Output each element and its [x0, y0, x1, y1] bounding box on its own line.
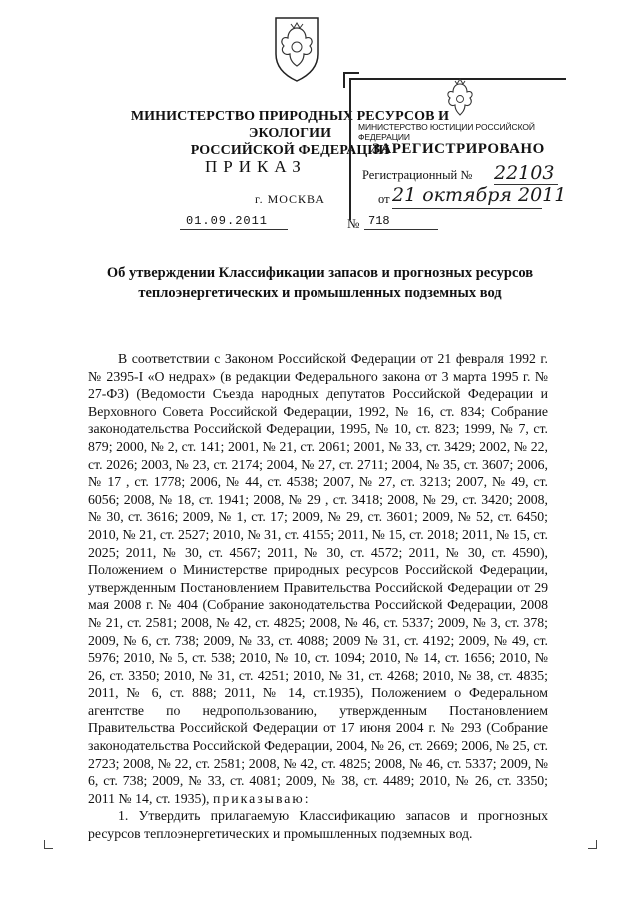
- number-underline: [364, 229, 438, 230]
- stamp-from-label: от: [378, 192, 390, 206]
- stamp-reg-label: Регистрационный №: [362, 168, 473, 182]
- coat-of-arms-icon: [270, 14, 324, 84]
- subject-line-2: теплоэнергетических и промышленных подземных вод: [138, 285, 502, 301]
- order-date: 01.09.2011: [186, 214, 269, 228]
- body-paragraph: [88, 350, 548, 807]
- ministry-line-2: РОССИЙСКОЙ ФЕДЕРАЦИИ: [190, 143, 390, 158]
- stamp-org: МИНИСТЕРСТВО ЮСТИЦИИ РОССИЙСКОЙ ФЕДЕРАЦИИ: [358, 122, 535, 142]
- preamble-text: В соответствии с Законом Российской Федерации от 21 февраля 1992 г. № 2395-I «О недрах» (в редакции Федерального закона от 3 марта 1995 г. № 27-ФЗ) (Ведомости Съезда народных депутатов Российской Федерации и Верховного Совета Российской Федерации, 1992, № 16, ст. 834; Собрание законодательства Российской Федерации, 1995, № 10, ст. 823; 1999, № 7, ст. 879; 2000, № 2, ст. 141; 2001, № 21, ст. 2061; 2001, № 33, ст. 3429; 2002, № 22, ст. 2026; 2003, № 23, ст. 2174; 2004, № 27, ст. 2711; 2004, № 35, ст. 3607; 2006, № 17 , ст. 1778; 2006, № 44, ст. 4538; 2007, № 27, ст. 3213; 2007, № 49, ст. 6056; 2008, № 18, ст. 1941; 2008, № 29 , ст. 3418; 2008, № 29, ст. 3420; 2008, № 30, ст. 3616; 2009, № 1, ст. 17; 2009, № 29, ст. 3601; 2009, № 52, ст. 6450; 2010, № 21, ст. 2527; 2010, № 31, ст. 4155; 2011, № 15, ст. 2018; 2011, № 15, ст. 2025; 2011, № 30, ст. 4567; 2011, № 30, ст. 4572; 2011, № 30, ст. 4590), Положением о Министерстве природных ресурсов Российской Федерации, утвержденным Постановлением Правительства Российской Федерации от 29 мая 2008 г. № 404 (Собрание законодательства Российской Федерации, 2008 № 21, ст. 2581; 2008, № 42, ст. 4825; 2008, № 46, ст. 5337; 2009, № 3, ст. 378; 2009, № 6, ст. 738; 2009, № 33, ст. 4088; 2009 № 31, ст. 4192; 2009, № 49, ст. 5976; 2010, № 5, ст. 538; 2010, № 10, ст. 1094; 2010, № 14, ст. 1656; 2010, № 26, ст. 3350; 2010, № 31, ст. 4251; 2010, № 31, ст. 4268; 2010, № 38, ст. 4835; 2011, № 6, ст. 888; 2011, № 14, ст.1935), Положением о Федеральном агентстве по недропользованию, утвержденным Постановлением Правительства Российской Федерации от 17 июня 2004 г. № 293 (Собрание законодательства Российской Федерации, 2004, № 26, ст. 2669; 2006, № 25, ст. 2723; 2008, № 22, ст. 2581; 2008, № 42, ст. 4825; 2008, № 46, ст. 5337; 2009, № 6, ст. 738; 2009, № 33, ст. 4081; 2009, № 38, ст. 4489; 2010, № 26, ст. 3350; 2011 № 14, ст. 1935),: [88, 351, 548, 806]
- document-type: ПРИКАЗ: [205, 157, 307, 176]
- subject-line-1: Об утверждении Классификации запасов и прогнозных ресурсов: [106, 265, 534, 281]
- stamp-date-underline: [392, 208, 542, 209]
- order-subject: [60, 263, 580, 303]
- order-item-1: 1. Утвердить прилагаемую Классификацию запасов и прогнозных ресурсов теплоэнергетических и промышленных подземных вод.: [88, 808, 548, 842]
- city: г. МОСКВА: [255, 192, 325, 206]
- stamp-registered: ЗАРЕГИСТРИРОВАНО: [372, 141, 545, 157]
- number-sign: №: [347, 216, 360, 231]
- crop-mark-right: [588, 840, 597, 849]
- stamp-reg-number: 22103: [494, 162, 555, 184]
- date-underline: [180, 229, 288, 230]
- crop-mark-left: [44, 840, 53, 849]
- order-word: приказываю:: [212, 790, 311, 806]
- order-number: 718: [368, 214, 390, 228]
- ministry-line-1: МИНИСТЕРСТВО ПРИРОДНЫХ РЕСУРСОВ И ЭКОЛОГИИ: [130, 109, 450, 141]
- stamp-from-date: 21 октября 2011: [392, 184, 567, 206]
- stamp-emblem-icon: [440, 76, 480, 122]
- order-body: [88, 350, 548, 843]
